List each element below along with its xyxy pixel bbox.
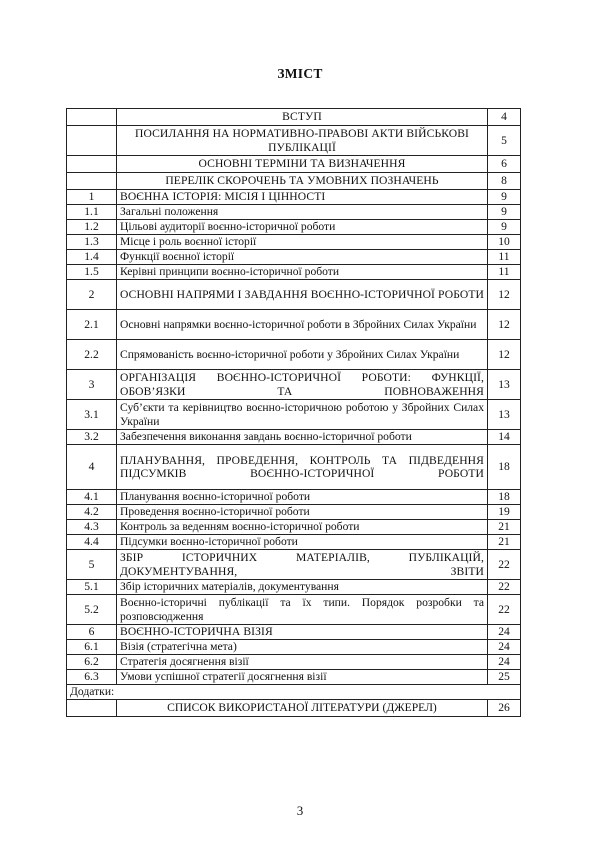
toc-page-number: 22 (488, 595, 521, 625)
toc-section-number: 1.1 (67, 205, 117, 220)
toc-row (67, 595, 521, 625)
toc-heading: ЗМІСТ (277, 66, 323, 81)
toc-section-title: ВОЄННА ІСТОРІЯ: МІСІЯ І ЦІННОСТІ (117, 190, 488, 205)
toc-appendix-label-row (67, 685, 521, 700)
toc-section-title: Візія (стратегічна мета) (117, 640, 488, 655)
toc-row (67, 173, 521, 190)
toc-page-number: 9 (488, 190, 521, 205)
toc-section-number: 2.1 (67, 310, 117, 340)
toc-row (67, 156, 521, 173)
toc-section-number: 1.4 (67, 250, 117, 265)
toc-page-number: 22 (488, 550, 521, 580)
toc-section-title: Контроль за веденням воєнно-історичної роботи (117, 520, 488, 535)
toc-page-number: 8 (488, 173, 521, 190)
toc-row (67, 400, 521, 430)
toc-section-title: ВСТУП (117, 109, 488, 126)
toc-page-number: 18 (488, 445, 521, 490)
toc-section-title: Загальні положення (117, 205, 488, 220)
toc-row (67, 126, 521, 156)
toc-section-title: Спрямованість воєнно-історичної роботи у Збройних Силах України (117, 340, 488, 370)
toc-row (67, 430, 521, 445)
toc-section-number (67, 109, 117, 126)
toc-page-number: 21 (488, 535, 521, 550)
toc-section-title: ПЛАНУВАННЯ, ПРОВЕДЕННЯ, КОНТРОЛЬ ТА ПІДВЕДЕННЯ ПІДСУМКІВ ВОЄННО-ІСТОРИЧНОЇ РОБОТИ (117, 445, 488, 490)
toc-section-title: ПЕРЕЛІК СКОРОЧЕНЬ ТА УМОВНИХ ПОЗНАЧЕНЬ (117, 173, 488, 190)
toc-row (67, 625, 521, 640)
toc-row (67, 580, 521, 595)
toc-section-number (67, 173, 117, 190)
toc-section-number (67, 700, 117, 717)
toc-page-number: 5 (488, 126, 521, 156)
toc-page-number: 9 (488, 220, 521, 235)
toc-section-title: Основні напрямки воєнно-історичної роботи в Збройних Силах України (117, 310, 488, 340)
toc-section-number: 1.5 (67, 265, 117, 280)
toc-page-number: 12 (488, 280, 521, 310)
toc-row (67, 370, 521, 400)
toc-section-number: 1 (67, 190, 117, 205)
toc-section-title: ЗБІР ІСТОРИЧНИХ МАТЕРІАЛІВ, ПУБЛІКАЦІЙ, ДОКУМЕНТУВАННЯ, ЗВІТИ (117, 550, 488, 580)
toc-page-number: 11 (488, 250, 521, 265)
toc-section-title: Збір історичних матеріалів, документування (117, 580, 488, 595)
toc-section-number: 4.2 (67, 505, 117, 520)
toc-page-number: 24 (488, 655, 521, 670)
toc-row (67, 640, 521, 655)
toc-row (67, 505, 521, 520)
toc-section-title: ОРГАНІЗАЦІЯ ВОЄННО-ІСТОРИЧНОЇ РОБОТИ: ФУНКЦІЇ, ОБОВ’ЯЗКИ ТА ПОВНОВАЖЕННЯ (117, 370, 488, 400)
toc-section-number: 6.2 (67, 655, 117, 670)
toc-section-number: 5.2 (67, 595, 117, 625)
toc-section-title: Проведення воєнно-історичної роботи (117, 505, 488, 520)
toc-section-title: Планування воєнно-історичної роботи (117, 490, 488, 505)
toc-page-number: 25 (488, 670, 521, 685)
toc-section-title: Воєнно-історичні публікації та їх типи. Порядок розробки та розповсюдження (117, 595, 488, 625)
page-number: 3 (296, 803, 304, 818)
appendix-label: Додатки: (67, 685, 521, 700)
toc-body (67, 109, 521, 717)
toc-section-number: 6.3 (67, 670, 117, 685)
toc-section-title: Керівні принципи воєнно-історичної роботи (117, 265, 488, 280)
toc-section-number: 4 (67, 445, 117, 490)
toc-section-number: 3 (67, 370, 117, 400)
toc-row (67, 655, 521, 670)
toc-section-number: 6 (67, 625, 117, 640)
toc-section-title: Умови успішної стратегії досягнення візії (117, 670, 488, 685)
toc-section-title: ВОЄННО-ІСТОРИЧНА ВІЗІЯ (117, 625, 488, 640)
toc-row (67, 340, 521, 370)
toc-section-title: Суб’єкти та керівництво воєнно-історичною роботою у Збройних Силах України (117, 400, 488, 430)
toc-section-number (67, 156, 117, 173)
toc-row (67, 250, 521, 265)
toc-row (67, 205, 521, 220)
toc-section-title: Місце і роль воєнної історії (117, 235, 488, 250)
toc-page-number: 19 (488, 505, 521, 520)
toc-page-number: 9 (488, 205, 521, 220)
toc-page-number: 11 (488, 265, 521, 280)
toc-section-number: 2 (67, 280, 117, 310)
toc-row (67, 700, 521, 717)
toc-row (67, 310, 521, 340)
toc-row (67, 490, 521, 505)
toc-section-title: Цільові аудиторії воєнно-історичної роботи (117, 220, 488, 235)
toc-section-title: ПОСИЛАННЯ НА НОРМАТИВНО-ПРАВОВІ АКТИ ВІЙСЬКОВІ ПУБЛІКАЦІЇ (117, 126, 488, 156)
toc-row (67, 445, 521, 490)
toc-section-title: ОСНОВНІ НАПРЯМИ І ЗАВДАННЯ ВОЄННО-ІСТОРИЧНОЇ РОБОТИ (117, 280, 488, 310)
toc-page-number: 4 (488, 109, 521, 126)
toc-section-number: 1.2 (67, 220, 117, 235)
toc-row (67, 670, 521, 685)
toc-section-number: 3.1 (67, 400, 117, 430)
toc-section-title: Функції воєнної історії (117, 250, 488, 265)
toc-page-number: 26 (488, 700, 521, 717)
toc-section-number: 1.3 (67, 235, 117, 250)
toc-section-number (67, 126, 117, 156)
toc-section-number: 5 (67, 550, 117, 580)
toc-section-title: Забезпечення виконання завдань воєнно-історичної роботи (117, 430, 488, 445)
toc-page-number: 10 (488, 235, 521, 250)
toc-section-number: 2.2 (67, 340, 117, 370)
toc-page-number: 21 (488, 520, 521, 535)
toc-section-number: 5.1 (67, 580, 117, 595)
toc-row (67, 280, 521, 310)
toc-row (67, 220, 521, 235)
toc-section-number: 4.1 (67, 490, 117, 505)
toc-page-number: 13 (488, 370, 521, 400)
toc-page-number: 18 (488, 490, 521, 505)
toc-page-number: 13 (488, 400, 521, 430)
toc-row (67, 109, 521, 126)
toc-page-number: 24 (488, 625, 521, 640)
toc-page-number: 14 (488, 430, 521, 445)
toc-section-number: 3.2 (67, 430, 117, 445)
toc-section-number: 6.1 (67, 640, 117, 655)
toc-section-title: СПИСОК ВИКОРИСТАНОЇ ЛІТЕРАТУРИ (ДЖЕРЕЛ) (117, 700, 488, 717)
toc-row (67, 550, 521, 580)
toc-section-number: 4.3 (67, 520, 117, 535)
toc-row (67, 535, 521, 550)
toc-section-title: ОСНОВНІ ТЕРМІНИ ТА ВИЗНАЧЕННЯ (117, 156, 488, 173)
toc-section-title: Підсумки воєнно-історичної роботи (117, 535, 488, 550)
toc-page-number: 24 (488, 640, 521, 655)
toc-row (67, 265, 521, 280)
toc-row (67, 190, 521, 205)
toc-section-number: 4.4 (67, 535, 117, 550)
toc-table (66, 108, 521, 717)
toc-page-number: 12 (488, 310, 521, 340)
toc-page-number: 6 (488, 156, 521, 173)
toc-page-number: 22 (488, 580, 521, 595)
toc-row (67, 235, 521, 250)
toc-section-title: Стратегія досягнення візії (117, 655, 488, 670)
toc-row (67, 520, 521, 535)
toc-page-number: 12 (488, 340, 521, 370)
